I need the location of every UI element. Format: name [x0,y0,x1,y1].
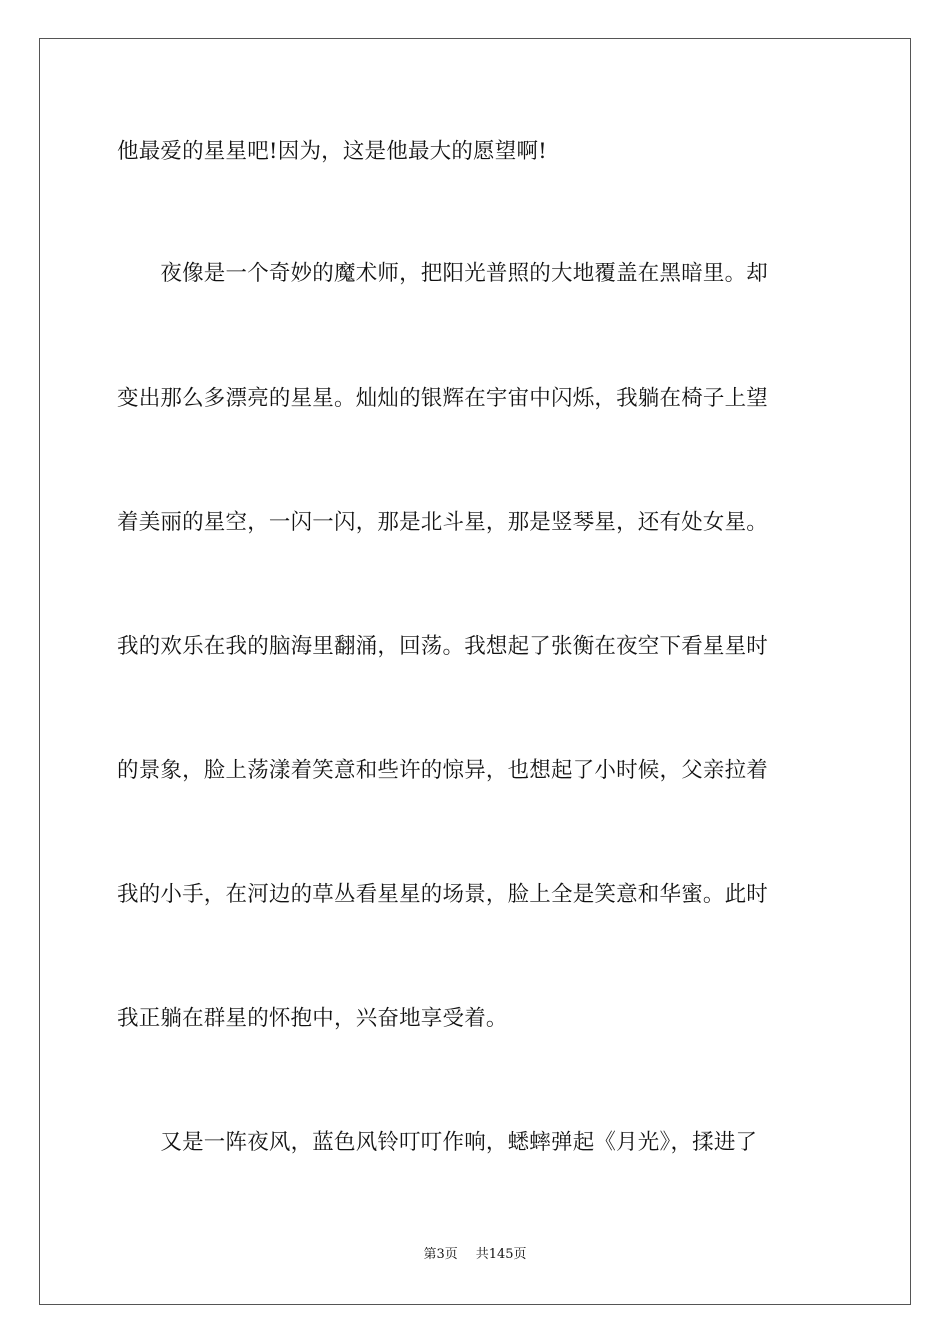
text-line-8: 我正躺在群星的怀抱中，兴奋地享受着。 [117,1006,508,1031]
text-line-2: 夜像是一个奇妙的魔术师，把阳光普照的大地覆盖在黑暗里。却 [117,261,769,286]
page-number: 第3页 [423,1247,458,1262]
page-total: 共145页 [475,1247,527,1262]
text-line-1: 他最爱的星星吧!因为，这是他最大的愿望啊! [117,139,547,164]
text-line-7: 我的小手，在河边的草丛看星星的场景，脸上全是笑意和华蜜。此时 [117,882,769,907]
page-footer [0,1246,950,1264]
text-line-6: 的景象，脸上荡漾着笑意和些许的惊异，也想起了小时候，父亲拉着 [117,758,769,783]
text-line-3: 变出那么多漂亮的星星。灿灿的银辉在宇宙中闪烁，我躺在椅子上望 [117,386,769,411]
text-line-4: 着美丽的星空，一闪一闪，那是北斗星，那是竖琴星，还有处女星。 [117,510,769,535]
text-line-9: 又是一阵夜风，蓝色风铃叮叮作响，蟋蟀弹起《月光》，揉进了 [117,1130,758,1155]
text-line-5: 我的欢乐在我的脑海里翻涌，回荡。我想起了张衡在夜空下看星星时 [117,634,769,659]
page-frame [39,38,911,1305]
